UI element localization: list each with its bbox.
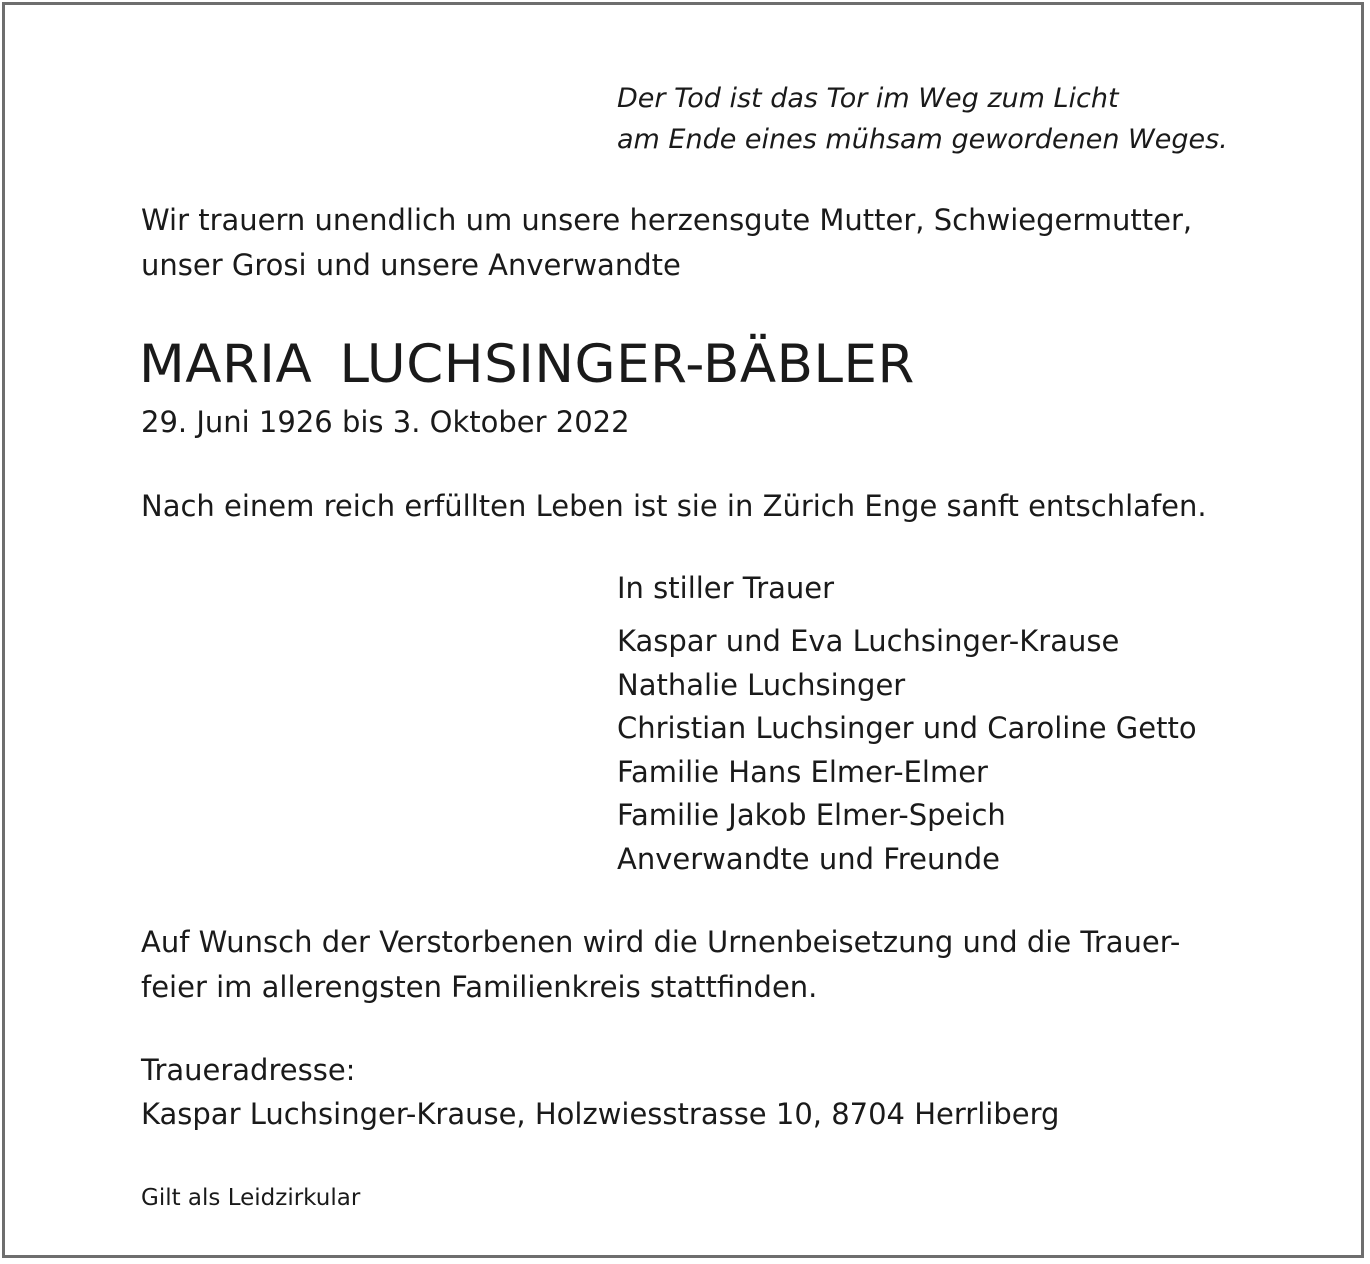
- intro-line: unser Grosi und unsere Anverwandte: [141, 248, 681, 282]
- passing-text: Nach einem reich erfüllten Leben ist sie in Zürich Enge sanft entschlafen.: [141, 489, 1207, 523]
- deceased-name: MARIA LUCHSINGER-BÄBLER: [139, 334, 915, 395]
- funeral-line: Auf Wunsch der Verstorbenen wird die Urnenbeisetzung und die Trauer-: [141, 925, 1181, 959]
- motto-line: am Ende eines mühsam gewordenen Weges.: [617, 124, 1228, 155]
- mourners-heading: In stiller Trauer: [617, 571, 835, 605]
- mourner-name: Nathalie Luchsinger: [617, 667, 906, 702]
- intro-line: Wir trauern unendlich um unsere herzensgute Mutter, Schwiegermutter,: [141, 203, 1193, 237]
- mourners-list: [617, 620, 1197, 882]
- footnote: Gilt als Leidzirkular: [141, 1185, 361, 1211]
- mourner-name: Familie Hans Elmer-Elmer: [617, 754, 988, 789]
- motto-quote: [617, 78, 1228, 160]
- address-label: Traueradresse:: [141, 1053, 356, 1087]
- life-dates: 29. Juni 1926 bis 3. Oktober 2022: [141, 405, 630, 439]
- funeral-notice: [141, 920, 1180, 1010]
- mourning-address: Kaspar Luchsinger-Krause, Holzwiesstrasse 10, 8704 Herrliberg: [141, 1097, 1060, 1131]
- intro-text: [141, 198, 1192, 288]
- mourner-name: Christian Luchsinger und Caroline Getto: [617, 711, 1197, 746]
- funeral-line: feier im allerengsten Familienkreis stattfinden.: [141, 970, 818, 1004]
- mourner-name: Kaspar und Eva Luchsinger-Krause: [617, 624, 1120, 658]
- mourner-name: Anverwandte und Freunde: [617, 841, 1000, 876]
- motto-line: Der Tod ist das Tor im Weg zum Licht: [617, 83, 1119, 114]
- mourner-name: Familie Jakob Elmer-Speich: [617, 798, 1006, 833]
